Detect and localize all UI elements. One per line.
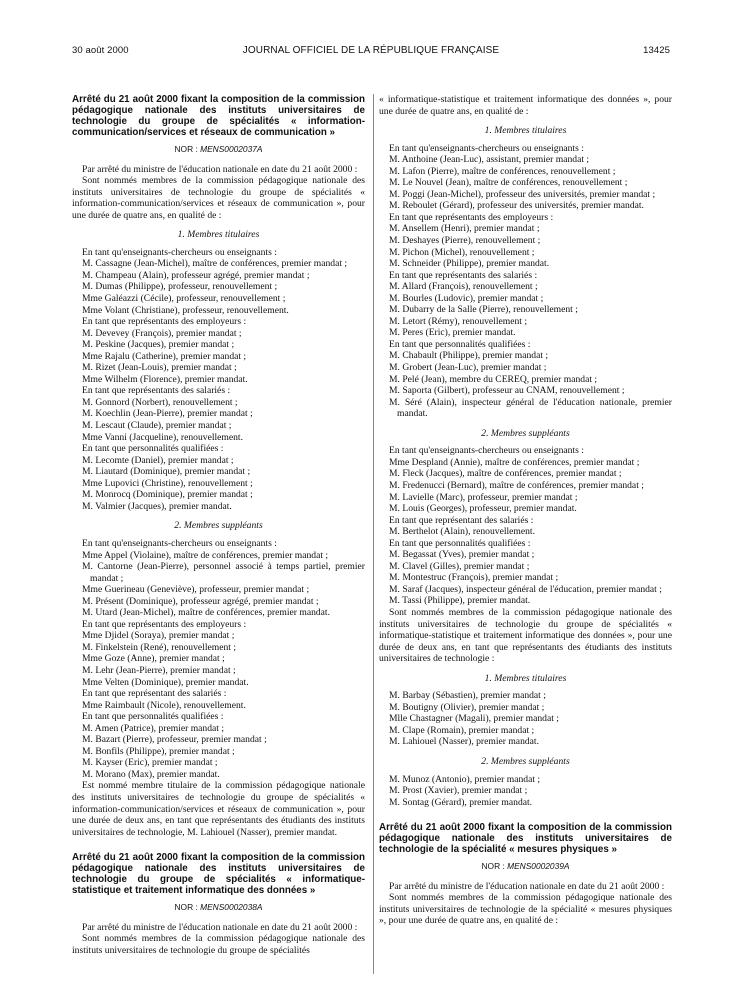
member-entry: M. Finkelstein (René), renouvellement ; — [82, 641, 236, 653]
member-entry: Mme Rajalu (Catherine), premier mandat ; — [82, 350, 247, 362]
decree-2-nomination: Sont nommés membres de la commission pédagogique nationale des instituts universitaires de technologie du groupe de spécialités — [72, 933, 365, 956]
decree-3-nomination: Sont nommés membres de la commission pédagogique nationale des instituts universitaires de technologie de la spécialité « mesures physiques », pour une durée de quatre ans, en qualité de : — [379, 892, 672, 927]
member-entry: Mlle Chastagner (Magali), premier mandat ; — [389, 713, 559, 725]
decree-1-nor — [72, 144, 365, 156]
section-heading — [379, 125, 672, 137]
group-heading: En tant que représentant des salariés : — [389, 514, 534, 526]
member-entry: M. Anthoine (Jean-Luc), assistant, premier mandat ; — [389, 154, 590, 166]
member-entry: M. Séré (Alain), inspecteur général de l'éducation nationale, premier mandat. — [389, 396, 672, 420]
section-title: 1. Membres titulaires — [177, 229, 260, 241]
decree-2-nomination-continued: « informatique-statistique et traitement informatique des données », pour une durée de quatre ans, en qualité de : — [379, 94, 672, 117]
member-entry: M. Bonfils (Philippe), premier mandat ; — [82, 745, 235, 757]
decree-1-closing: Est nommé membre titulaire de la commission pédagogique nationale des instituts universitaires de technologie du groupe de spécialités « information-communication/services et réseaux de communication », pour une durée de deux ans, en tant que représentants des étudiants des instituts universitaires de technologie, M. Lahiouel (Nasser), premier mandat. — [72, 780, 365, 838]
section-heading — [72, 520, 365, 532]
member-entry: M. Dubarry de la Salle (Pierre), renouvellement ; — [389, 304, 578, 316]
member-entry: Mme Galéazzi (Cécile), professeur, renouvellement ; — [82, 293, 286, 305]
member-list — [72, 550, 365, 619]
member-entry: M. Saraf (Jacques), inspecteur général de l'éducation, premier mandat ; — [389, 583, 662, 595]
group-heading: En tant qu'enseignants-chercheurs ou enseignants : — [389, 142, 584, 154]
member-entry: M. Lavielle (Marc), professeur, premier mandat ; — [389, 491, 578, 503]
decree-3-title: Arrêté du 21 août 2000 fixant la composition de la commission pédagogique nationale des instituts universitaires de technologie de la spécialité « mesures physiques » — [379, 822, 672, 856]
decree-2-title: Arrêté du 21 août 2000 fixant la composition de la commission pédagogique nationale des instituts universitaires de technologie du groupe de spécialités « informatique-statistique et traitement informatique des données » — [72, 852, 365, 897]
member-entry: M. Ansellem (Henri), premier mandat ; — [389, 223, 540, 235]
member-list — [72, 455, 365, 513]
right-column — [379, 94, 672, 927]
member-entry: M. Cassagne (Jean-Michel), maître de conférences, premier mandat ; — [82, 258, 348, 270]
member-entry: M. Boutigny (Olivier), premier mandat ; — [389, 701, 545, 713]
member-entry: M. Grobert (Jean-Luc), premier mandat ; — [389, 362, 547, 374]
member-list — [72, 723, 365, 781]
member-entry: M. Deshayes (Pierre), renouvellement ; — [389, 235, 541, 247]
column-separator — [373, 94, 374, 974]
member-entry: M. Bazart (Pierre), professeur, premier mandat ; — [82, 734, 267, 746]
section-title: 2. Membres suppléants — [481, 755, 570, 767]
member-entry: M. Schneider (Philippe), premier mandat. — [389, 258, 550, 270]
member-list — [72, 700, 365, 712]
member-entry: Mme Lupovici (Christine), renouvellement ; — [82, 477, 253, 489]
header-page-number: 13425 — [643, 45, 670, 56]
member-entry: M. Amen (Patrice), premier mandat ; — [82, 722, 224, 734]
decree-1-title: Arrêté du 21 août 2000 fixant la composition de la commission pédagogique nationale des instituts universitaires de technologie du groupe de spécialités « information-communication/services et réseaux de communication » — [72, 94, 365, 138]
decree-2-nor — [72, 902, 365, 914]
member-entry: Mme Volant (Christiane), professeur, renouvellement. — [82, 304, 289, 316]
decree-1-nomination: Sont nommés membres de la commission pédagogique nationale des instituts universitaires de technologie du groupe de spécialités « information-communication/services et réseaux de communication », pour une durée de quatre ans, en qualité de : — [72, 175, 365, 221]
member-entry: M. Le Nouvel (Jean), maître de conférences, renouvellement ; — [389, 177, 628, 189]
member-entry: M. Sontag (Gérard), premier mandat. — [389, 796, 533, 808]
section-heading — [72, 229, 365, 241]
group-heading: En tant qu'enseignants-chercheurs ou enseignants : — [82, 537, 277, 549]
group-heading: En tant que personnalités qualifiées : — [389, 537, 531, 549]
group-heading: En tant qu'enseignants-chercheurs ou enseignants : — [82, 246, 277, 258]
member-list — [72, 630, 365, 688]
nor-label: NOR : — [174, 902, 198, 913]
member-entry: Mme Appel (Violaine), maître de conférences, premier mandat ; — [82, 549, 329, 561]
member-entry: M. Lescaut (Claude), premier mandat ; — [82, 420, 232, 432]
member-entry: M. Prost (Xavier), premier mandat ; — [389, 785, 528, 797]
member-entry: Mme Velten (Dominique), premier mandat. — [82, 676, 249, 688]
member-entry: M. Lahiouel (Nasser), premier mandat. — [389, 736, 539, 748]
member-list — [379, 690, 672, 748]
group-heading: En tant que personnalités qualifiées : — [82, 711, 224, 723]
member-entry: M. Tassi (Philippe), premier mandat. — [389, 595, 531, 607]
header-journal-title: JOURNAL OFFICIEL DE LA RÉPUBLIQUE FRANÇAISE — [242, 45, 500, 56]
member-entry: M. Gonnord (Norbert), renouvellement ; — [82, 396, 238, 408]
member-list — [379, 281, 672, 339]
decree-1-intro: Par arrêté du ministre de l'éducation nationale en date du 21 août 2000 : — [82, 163, 358, 175]
member-entry: M. Munoz (Antonio), premier mandat ; — [389, 773, 541, 785]
member-entry: M. Champeau (Alain), professeur agrégé, premier mandat ; — [82, 269, 310, 281]
section-heading — [379, 428, 672, 440]
member-entry: M. Bourles (Ludovic), premier mandat ; — [389, 292, 544, 304]
member-entry: M. Allard (François), renouvellement ; — [389, 281, 538, 293]
member-entry: M. Fredenucci (Bernard), maître de conférences, premier mandat ; — [389, 479, 644, 491]
group-heading: En tant que personnalités qualifiées : — [389, 338, 531, 350]
member-list — [379, 549, 672, 607]
section-title: 2. Membres suppléants — [174, 520, 263, 532]
group-heading: En tant que représentants des salariés : — [389, 269, 538, 281]
section-title: 1. Membres titulaires — [484, 125, 567, 137]
member-entry: M. Saporta (Gilbert), professeur au CNAM, renouvellement ; — [389, 385, 625, 397]
member-entry: M. Peres (Eric), premier mandat. — [389, 327, 516, 339]
member-entry: M. Dumas (Philippe), professeur, renouvellement ; — [82, 281, 278, 293]
member-entry: M. Devevey (François), premier mandat ; — [82, 327, 242, 339]
member-list — [379, 774, 672, 809]
member-list — [72, 397, 365, 443]
member-entry: M. Montestruc (François), premier mandat ; — [389, 572, 559, 584]
group-heading: En tant que représentants des employeurs : — [389, 211, 554, 223]
member-entry: M. Koechlin (Jean-Pierre), premier mandat ; — [82, 408, 253, 420]
member-entry: M. Pichon (Michel), renouvellement ; — [389, 246, 535, 258]
member-entry: M. Poggi (Jean-Michel), professeur des universités, premier mandat ; — [389, 188, 656, 200]
member-entry: M. Monrocq (Dominique), premier mandat ; — [82, 489, 253, 501]
page-header — [72, 45, 670, 59]
member-entry: Mme Goze (Anne), premier mandat ; — [82, 653, 225, 665]
member-list — [379, 350, 672, 419]
decree-3-intro: Par arrêté du ministre de l'éducation nationale en date du 21 août 2000 : — [389, 880, 665, 892]
left-column — [72, 94, 365, 956]
member-entry: Mme Raimbault (Nicole), renouvellement. — [82, 699, 246, 711]
section-heading — [379, 673, 672, 685]
nor-code: MENS0002037A — [200, 144, 263, 154]
decree-2-intro: Par arrêté du ministre de l'éducation nationale en date du 21 août 2000 : — [82, 921, 358, 933]
member-entry: M. Clape (Romain), premier mandat ; — [389, 724, 535, 736]
member-entry: M. Fleck (Jacques), maître de conférences, premier mandat ; — [389, 468, 622, 480]
member-entry: M. Berthelot (Alain), renouvellement. — [389, 526, 535, 538]
member-entry: M. Louis (Georges), professeur, premier mandat. — [389, 503, 577, 515]
nor-code: MENS0002038A — [200, 902, 263, 913]
member-entry: M. Lecomte (Daniel), premier mandat ; — [82, 454, 234, 466]
header-date: 30 août 2000 — [72, 45, 129, 56]
member-entry: Mme Vanni (Jacqueline), renouvellement. — [82, 431, 243, 443]
section-heading — [379, 756, 672, 768]
member-list — [379, 526, 672, 538]
member-list — [72, 258, 365, 316]
nor-label: NOR : — [174, 144, 198, 154]
member-list — [379, 457, 672, 515]
member-entry: Mme Despland (Annie), maître de conférences, premier mandat ; — [389, 456, 640, 468]
section-title: 1. Membres titulaires — [484, 672, 567, 684]
member-entry: M. Begassat (Yves), premier mandat ; — [389, 549, 535, 561]
group-heading: En tant que représentants des employeurs : — [82, 316, 247, 328]
member-entry: Mme Djidel (Soraya), premier mandat ; — [82, 630, 235, 642]
member-entry: M. Kayser (Eric), premier mandat ; — [82, 757, 218, 769]
member-list — [379, 223, 672, 269]
member-entry: M. Morano (Max), premier mandat. — [82, 768, 220, 780]
member-entry: M. Clavel (Gilles), premier mandat ; — [389, 560, 530, 572]
member-entry: M. Rizet (Jean-Louis), premier mandat ; — [82, 362, 237, 374]
group-heading: En tant qu'enseignants-chercheurs ou enseignants : — [389, 445, 584, 457]
member-entry: M. Utard (Jean-Michel), maître de conférences, premier mandat. — [82, 607, 330, 619]
member-entry: M. Letort (Rémy), renouvellement ; — [389, 315, 528, 327]
section-title: 2. Membres suppléants — [481, 427, 570, 439]
member-entry: M. Présent (Dominique), professeur agrégé, premier mandat ; — [82, 595, 319, 607]
member-entry: M. Lafon (Pierre), maître de conférences, renouvellement ; — [389, 165, 616, 177]
group-heading: En tant que personnalités qualifiées : — [82, 443, 224, 455]
group-heading: En tant que représentant des salariés : — [82, 688, 227, 700]
decree-2-students: Sont nommés membres de la commission pédagogique nationale des instituts universitaires de technologie du groupe de spécialités « informatique-statistique et traitement informatique des données », pour une durée de deux ans, en tant que représentants des étudiants des instituts universitaires de technologie : — [379, 606, 672, 665]
member-entry: M. Chabault (Philippe), premier mandat ; — [389, 350, 549, 362]
group-heading: En tant que représentants des salariés : — [82, 385, 231, 397]
member-entry: M. Lehr (Jean-Pierre), premier mandat ; — [82, 664, 236, 676]
member-entry: M. Pelé (Jean), membre du CEREQ, premier mandat ; — [389, 373, 598, 385]
nor-label: NOR : — [481, 861, 505, 872]
member-entry: M. Liautard (Dominique), premier mandat ; — [82, 466, 251, 478]
member-entry: M. Cantorne (Jean-Pierre), personnel associé à temps partiel, premier mandat ; — [82, 561, 365, 584]
member-list — [379, 154, 672, 212]
member-entry: Mme Wilhelm (Florence), premier mandat. — [82, 373, 248, 385]
member-entry: M. Reboulet (Gérard), professeur des universités, premier mandat. — [389, 200, 644, 212]
member-list — [72, 328, 365, 386]
decree-3-nor — [379, 861, 672, 873]
nor-code: MENS0002039A — [507, 861, 570, 872]
group-heading: En tant que représentants des employeurs : — [82, 618, 247, 630]
member-entry: M. Barbay (Sébastien), premier mandat ; — [389, 690, 546, 702]
member-entry: M. Peskine (Jacques), premier mandat ; — [82, 339, 235, 351]
member-entry: M. Valmier (Jacques), premier mandat. — [82, 500, 232, 512]
member-entry: Mme Guerineau (Geneviève), professeur, premier mandat ; — [82, 584, 310, 596]
